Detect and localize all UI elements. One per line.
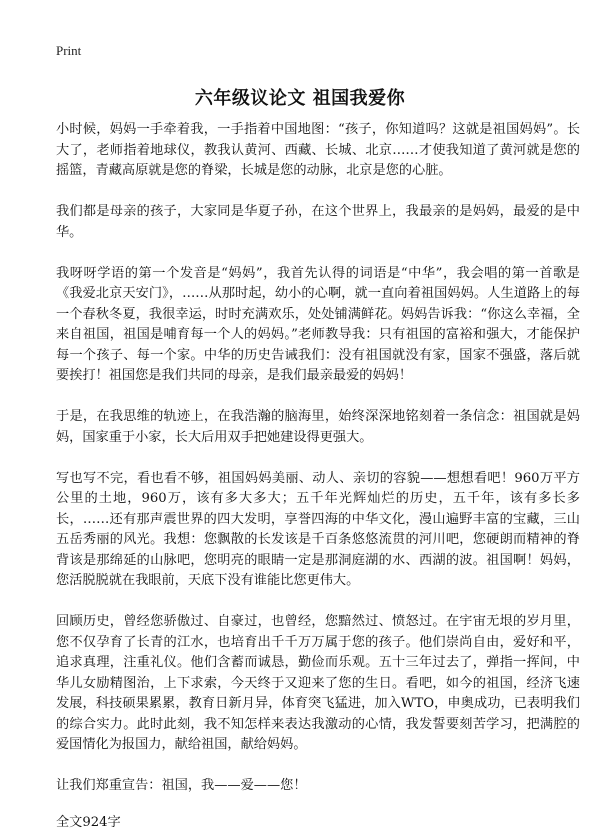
paragraph-5: 写也写不完，看也看不够，祖国妈妈美丽、动人、亲切的容貌——想想看吧！960万平方公里的土地，960万，该有多大多大；五千年光辉灿烂的历史，五千年，该有多长多长，……还有那声震世界的四大发明，享誉四海的中华文化，漫山遍野丰富的宝藏，三山五岳秀丽的风光。我想：您飘散的长发该是千百条悠悠流贯的河川吧，您硬朗而精神的脊背该是那绵延的山脉吧，您明亮的眼睛一定是那洞庭湖的水、西湖的波。祖国啊！妈妈，您活脱脱就在我眼前，天底下没有谁能比您更伟大。 <box>56 469 580 592</box>
paragraph-1: 小时候，妈妈一手牵着我，一手指着中国地图：“孩子，你知道吗？这就是祖国妈妈”。长大了，老师指着地球仪，教我认黄河、西藏、长城、北京……才使我知道了黄河就是您的摇篮，青藏高原就是您的脊梁，长城是您的动脉，北京是您的心脏。 <box>56 120 580 182</box>
paragraph-6: 回顾历史，曾经您骄傲过、自豪过，也曾经，您黯然过、愤怒过。在宇宙无垠的岁月里，您不仅孕育了长青的江水，也培育出千千万万属于您的孩子。他们崇尚自由，爱好和平，追求真理，注重礼仪。他们含蓄而诚恳，勤俭而乐观。五十三年过去了，弹指一挥间，中华儿女励精图治，上下求索，今天终于又迎来了您的生日。看吧，如今的祖国，经济飞速发展，科技硕果累累，教育日新月异，体育突飞猛进，加入WTO，申奥成功，已表明我们的综合实力。此时此刻，我不知怎样来表达我激动的心情，我发誓要刻苦学习，把满腔的爱国情化为报国力，献给祖国，献给妈妈。 <box>56 612 580 756</box>
print-link[interactable]: Print <box>56 43 81 59</box>
paragraph-4: 于是，在我思维的轨迹上，在我浩瀚的脑海里，始终深深地铭刻着一条信念：祖国就是妈妈，国家重于小家，长大后用双手把她建设得更强大。 <box>56 407 580 448</box>
word-count: 全文924字 <box>56 813 580 833</box>
paragraph-3: 我呀呀学语的第一个发音是“妈妈”，我首先认得的词语是“中华”，我会唱的第一首歌是《我爱北京天安门》，……从那时起，幼小的心啊，就一直向着祖国妈妈。人生道路上的每一个春秋冬夏，我很幸运，时时充满欢乐，处处铺满鲜花。妈妈告诉我：“你这么幸福，全来自祖国，祖国是哺育每一个人的妈妈。”老师教导我：只有祖国的富裕和强大，才能保护每一个孩子、每一个家。中华的历史告诫我们：没有祖国就没有家，国家不强盛，落后就要挨打！祖国您是我们共同的母亲，是我们最亲最爱的妈妈！ <box>56 264 580 387</box>
essay-body <box>56 120 580 833</box>
paragraph-2: 我们都是母亲的孩子，大家同是华夏子孙，在这个世界上，我最亲的是妈妈，最爱的是中华。 <box>56 202 580 243</box>
paragraph-7: 让我们郑重宣告：祖国，我——爱——您！ <box>56 776 580 797</box>
page-title: 六年级议论文 祖国我爱你 <box>0 84 600 110</box>
